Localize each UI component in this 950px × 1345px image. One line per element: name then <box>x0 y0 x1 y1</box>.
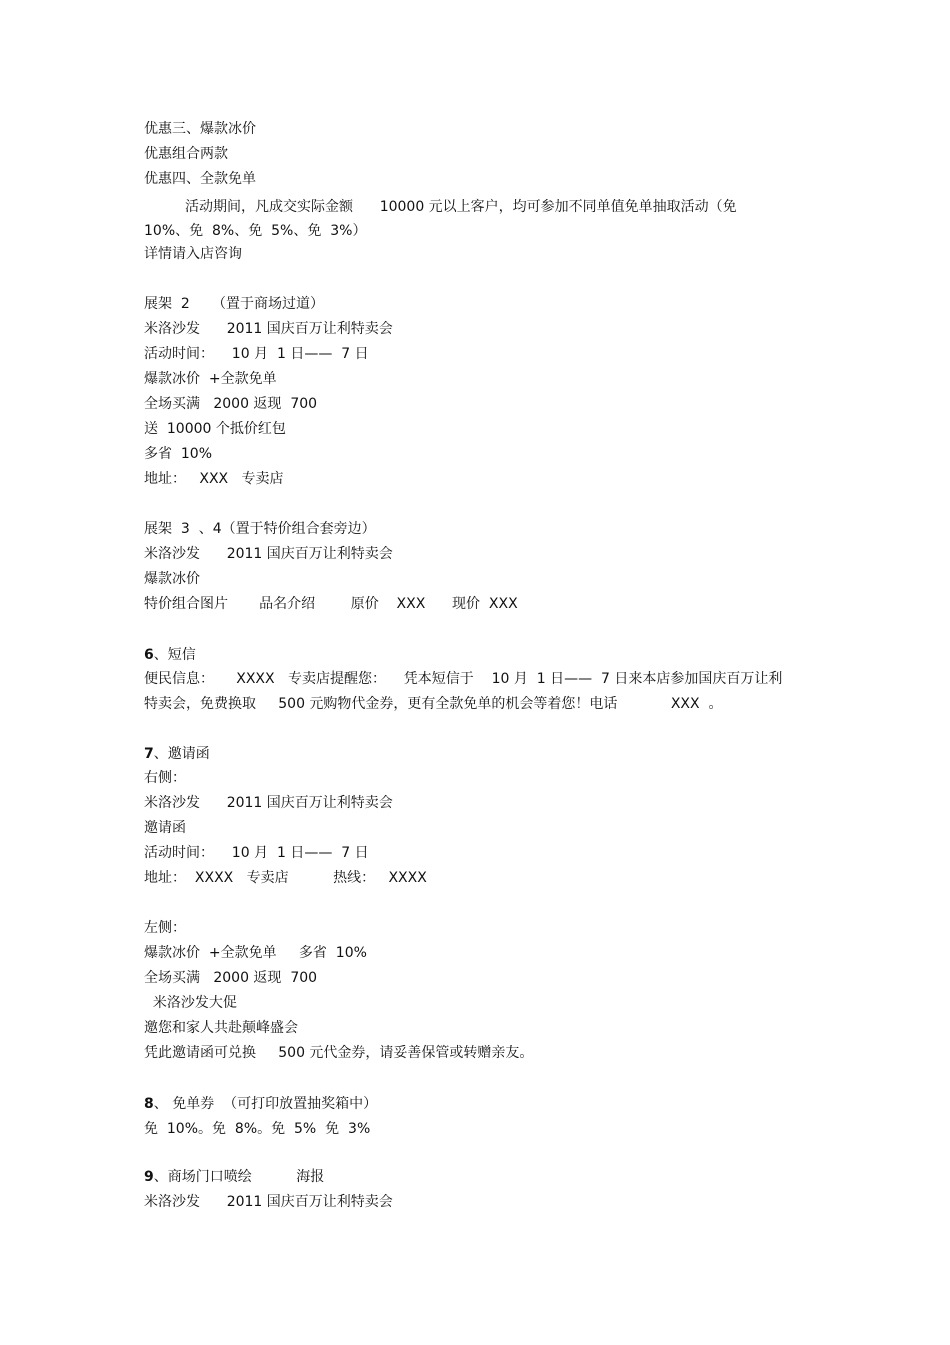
text-line: 活动时间： 10 月 1 日—— 7 日 <box>144 845 369 861</box>
section-number: 7 <box>144 746 154 762</box>
section-number: 8 <box>144 1096 154 1112</box>
text-line: 米洛沙发 2011 国庆百万让利特卖会 <box>144 321 393 337</box>
text-line: 左侧： <box>144 920 186 936</box>
text-line: 特价组合图片 品名介绍 原价 XXX 现价 XXX <box>144 596 518 612</box>
text-line: 活动时间： 10 月 1 日—— 7 日 <box>144 346 369 362</box>
text-line: 右侧： <box>144 770 186 786</box>
text-line: 米洛沙发 2011 国庆百万让利特卖会 <box>144 546 393 562</box>
section-heading <box>144 745 210 763</box>
text-line: 全场买满 2000 返现 700 <box>144 396 318 412</box>
section-heading <box>144 1168 324 1186</box>
section-title: 、邀请函 <box>153 746 210 762</box>
section-heading: 展架 3 、4（置于特价组合套旁边） <box>144 521 376 537</box>
section-title: 、商场门口喷绘 海报 <box>153 1169 325 1185</box>
text-line: 10%、免 8%、免 5%、免 3%） <box>144 223 367 239</box>
text-line: 全场买满 2000 返现 700 <box>144 970 318 986</box>
text-line: 米洛沙发 2011 国庆百万让利特卖会 <box>144 795 393 811</box>
section-heading <box>144 646 196 664</box>
text-line: 免 10%。免 8%。免 5% 免 3% <box>144 1121 371 1137</box>
text-line: 优惠组合两款 <box>144 146 228 162</box>
section-number: 9 <box>144 1169 154 1185</box>
text-line: 爆款冰价 <box>144 571 200 587</box>
text-line: 地址： XXX 专卖店 <box>144 471 284 487</box>
text-line: 邀您和家人共赴颠峰盛会 <box>144 1020 298 1036</box>
section-heading <box>144 1095 377 1113</box>
text-line: 优惠四、全款免单 <box>144 171 256 187</box>
section-number: 6 <box>144 647 154 663</box>
text-line: 爆款冰价 +全款免单 <box>144 371 277 387</box>
section-title: 、 免单券 （可打印放置抽奖箱中） <box>153 1096 378 1112</box>
text-line: 多省 10% <box>144 446 213 462</box>
text-line: 米洛沙发大促 <box>144 995 237 1011</box>
text-line: 优惠三、爆款冰价 <box>144 121 256 137</box>
text-line: 米洛沙发 2011 国庆百万让利特卖会 <box>144 1194 393 1210</box>
text-line: 特卖会，免费换取 500 元购物代金券，更有全款免单的机会等着您！电话 XXX 。 <box>144 696 723 712</box>
text-line: 爆款冰价 +全款免单 多省 10% <box>144 945 367 961</box>
section-title: 、短信 <box>153 647 196 663</box>
text-line: 送 10000 个抵价红包 <box>144 421 286 437</box>
text-line: 活动期间，凡成交实际金额 10000 元以上客户，均可参加不同单值免单抽取活动（免 <box>185 199 737 215</box>
text-line: 凭此邀请函可兑换 500 元代金券，请妥善保管或转赠亲友。 <box>144 1045 534 1061</box>
section-heading: 展架 2 （置于商场过道） <box>144 296 325 312</box>
text-line: 地址： XXXX 专卖店 热线： XXXX <box>144 870 427 886</box>
text-line: 邀请函 <box>144 820 186 836</box>
text-line: 便民信息： XXXX 专卖店提醒您： 凭本短信于 10 月 1 日—— 7 日来本店参加国庆百万让利 <box>144 671 783 687</box>
text-line: 详情请入店咨询 <box>144 246 242 262</box>
